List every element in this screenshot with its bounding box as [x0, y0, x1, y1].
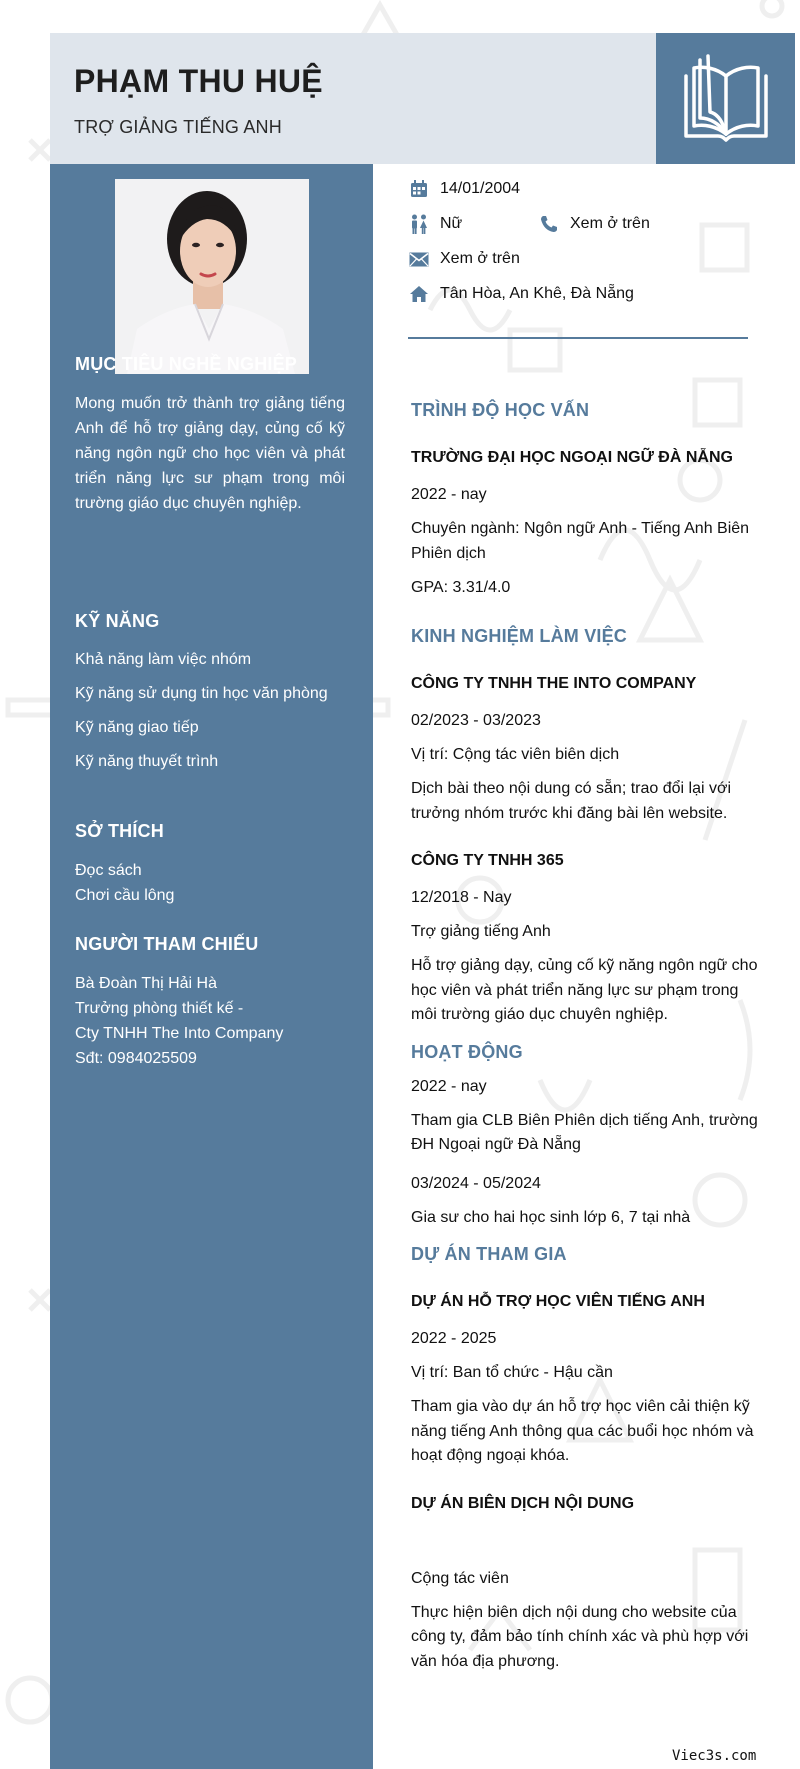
logo-box: [656, 33, 795, 164]
hobby-item: Đọc sách: [75, 862, 142, 879]
education-major: Chuyên ngành: Ngôn ngữ Anh - Tiếng Anh Biên Phiên dịch: [411, 520, 750, 562]
experience-section: [411, 626, 761, 1028]
objective-section: [75, 354, 345, 516]
dob-row: [408, 178, 520, 200]
skill-item: Kỹ năng giao tiếp: [75, 719, 199, 736]
education-section: [411, 400, 761, 600]
address-row: [408, 283, 634, 305]
candidate-name: PHẠM THU HUỆ: [74, 63, 323, 99]
header: [50, 33, 656, 164]
watermark-text: Viec3s.com: [672, 1748, 757, 1764]
activities-heading: HOẠT ĐỘNG: [411, 1041, 523, 1062]
skill-item: Khả năng làm việc nhóm: [75, 651, 252, 668]
reference-position: Trưởng phòng thiết kế -: [75, 1000, 244, 1017]
skills-section: [75, 611, 345, 784]
job-title: TRỢ GIẢNG TIẾNG ANH: [74, 117, 282, 137]
phone-row: [538, 213, 650, 235]
project-name: DỰ ÁN HỖ TRỢ HỌC VIÊN TIẾNG ANH: [411, 1293, 705, 1310]
phone-icon: [538, 215, 560, 233]
hobby-item: Chơi cầu lông: [75, 887, 175, 904]
projects-section: [411, 1244, 761, 1674]
activities-section: [411, 1042, 761, 1231]
gender-value: Nữ: [440, 215, 463, 232]
project-role: Vị trí: Ban tổ chức - Hậu cần: [411, 1364, 613, 1381]
projects-heading: DỰ ÁN THAM GIA: [411, 1244, 567, 1264]
gender-icon: [408, 214, 430, 234]
job-description: Dịch bài theo nội dung có sẵn; trao đổi lại với trưởng nhóm trước khi đăng bài lên website.: [411, 780, 732, 822]
job-period: 02/2023 - 03/2023: [411, 712, 541, 729]
skill-item: Kỹ năng sử dụng tin học văn phòng: [75, 685, 328, 702]
school-name: TRƯỜNG ĐẠI HỌC NGOẠI NGỮ ĐÀ NẴNG: [411, 449, 733, 466]
job-description: Hỗ trợ giảng dạy, củng cố kỹ năng ngôn ngữ cho học viên và phát triển năng lực sư phạm trong môi trường giáo dục chuyên nghiệp.: [411, 957, 758, 1023]
references-section: [75, 934, 345, 1071]
objective-text: Mong muốn trở thành trợ giảng tiếng Anh để hỗ trợ giảng dạy, củng cố kỹ năng ngôn ngữ cho học viên và phát triển năng lực sư phạm trong môi trường giáo dục chuyên nghiệp.: [75, 395, 345, 512]
education-heading: TRÌNH ĐỘ HỌC VẤN: [411, 400, 590, 420]
project-description: Thực hiện biên dịch nội dung cho website của công ty, đảm bảo tính chính xác và phù hợp với văn hóa địa phương.: [411, 1603, 749, 1670]
education-gpa: GPA: 3.31/4.0: [411, 579, 511, 596]
home-icon: [408, 285, 430, 303]
email-value: Xem ở trên: [440, 250, 520, 267]
company-name: CÔNG TY TNHH THE INTO COMPANY: [411, 675, 697, 692]
education-period: 2022 - nay: [411, 486, 487, 503]
contact-divider: [408, 337, 748, 339]
project-description: Tham gia vào dự án hỗ trợ học viên cải thiện kỹ năng tiếng Anh thông qua các buổi học nhóm và hoạt động ngoại khóa.: [411, 1398, 754, 1464]
hobbies-heading: SỞ THÍCH: [75, 821, 164, 841]
open-book-icon: [678, 54, 774, 144]
experience-heading: KINH NGHIỆM LÀM VIỆC: [411, 626, 628, 646]
project-name: DỰ ÁN BIÊN DỊCH NỘI DUNG: [411, 1494, 635, 1512]
main-content: [411, 400, 761, 1684]
activity-description: Gia sư cho hai học sinh lớp 6, 7 tại nhà: [411, 1208, 691, 1226]
job-role: Vị trí: Cộng tác viên biên dịch: [411, 746, 620, 763]
job-role: Trợ giảng tiếng Anh: [411, 923, 551, 940]
dob-value: 14/01/2004: [440, 180, 521, 197]
calendar-icon: [408, 180, 430, 198]
email-row: [408, 248, 520, 270]
reference-company: Cty TNHH The Into Company: [75, 1025, 284, 1042]
profile-photo: [115, 179, 309, 374]
activity-period: 03/2024 - 05/2024: [411, 1174, 541, 1192]
skills-heading: KỸ NĂNG: [75, 611, 160, 631]
phone-value: Xem ở trên: [570, 215, 650, 232]
reference-phone: Sđt: 0984025509: [75, 1050, 197, 1067]
envelope-icon: [408, 252, 430, 267]
reference-name: Bà Đoàn Thị Hải Hà: [75, 975, 217, 992]
project-period: [411, 1529, 761, 1553]
project-period: 2022 - 2025: [411, 1330, 497, 1347]
hobbies-section: [75, 821, 345, 908]
gender-row: [408, 213, 462, 235]
company-name: CÔNG TY TNHH 365: [411, 852, 564, 869]
activity-description: Tham gia CLB Biên Phiên dịch tiếng Anh, trường ĐH Ngoại ngữ Đà Nẵng: [411, 1111, 758, 1153]
project-role: Cộng tác viên: [411, 1569, 509, 1587]
objective-heading: MỤC TIÊU NGHỀ NGHIỆP: [75, 354, 298, 374]
job-period: 12/2018 - Nay: [411, 889, 512, 906]
skill-item: Kỹ năng thuyết trình: [75, 753, 219, 770]
sidebar: [50, 164, 373, 1769]
address-value: Tân Hòa, An Khê, Đà Nẵng: [440, 285, 634, 302]
references-heading: NGƯỜI THAM CHIẾU: [75, 934, 259, 954]
activity-period: 2022 - nay: [411, 1077, 487, 1095]
